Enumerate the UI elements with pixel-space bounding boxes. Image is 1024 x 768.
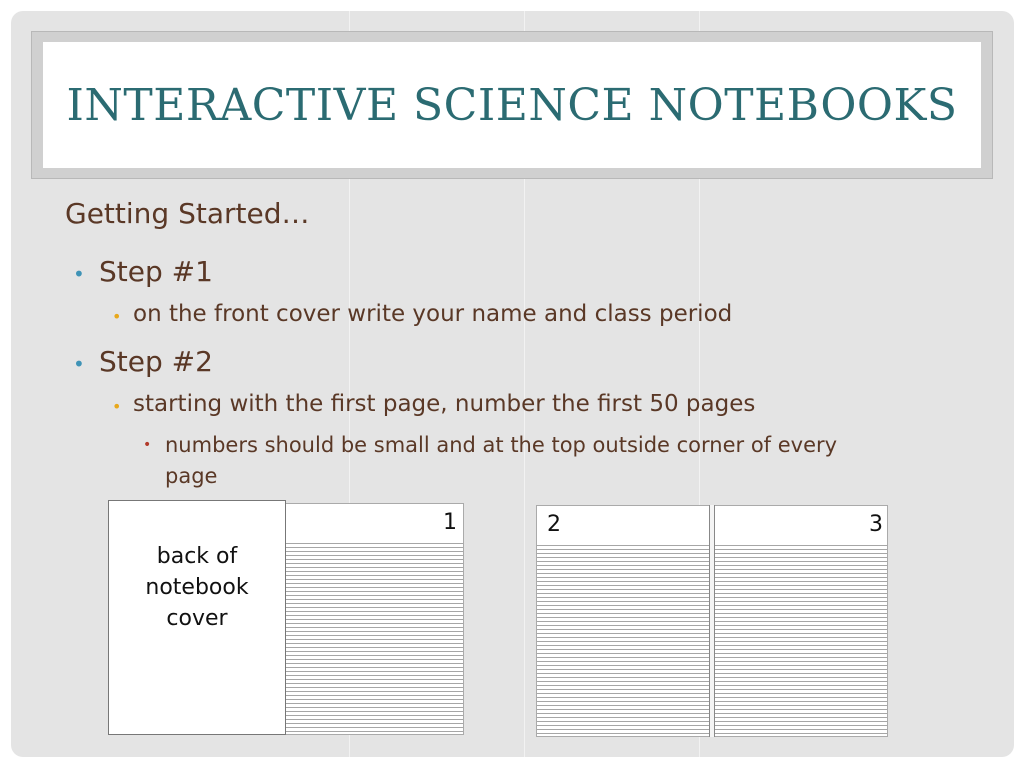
step-1-detail: on the front cover write your name and class period (133, 301, 733, 327)
step-2-detail: starting with the first page, number the first 50 pages (133, 391, 756, 417)
bullet-dot-icon: • (73, 352, 85, 376)
step-2-subdetail-line1: numbers should be small and at the top outside corner of every (165, 433, 838, 457)
heading-getting-started: Getting Started… (65, 197, 310, 230)
notebook-back-cover (108, 500, 286, 735)
notebook-page-2 (536, 505, 713, 737)
slide-title: INTERACTIVE SCIENCE NOTEBOOKS (66, 79, 958, 131)
step-2-subdetail-line2: page (165, 464, 218, 488)
title-frame (31, 31, 993, 179)
bullet-dot-icon: • (112, 307, 122, 326)
bullet-dot-icon: • (143, 437, 152, 453)
notebook-page-3 (711, 505, 888, 737)
bullet-dot-icon: • (112, 397, 122, 416)
cover-label: back of notebook cover (145, 544, 249, 631)
notebook-spine (709, 505, 715, 737)
page-number-3: 3 (869, 512, 883, 537)
step-1-label: Step #1 (99, 255, 213, 288)
title-box (43, 42, 981, 168)
step-2-label: Step #2 (99, 345, 213, 378)
page-number-1: 1 (443, 510, 457, 535)
page-number-2: 2 (547, 512, 561, 537)
bullet-dot-icon: • (73, 262, 85, 286)
notebook-page-1 (284, 503, 464, 735)
